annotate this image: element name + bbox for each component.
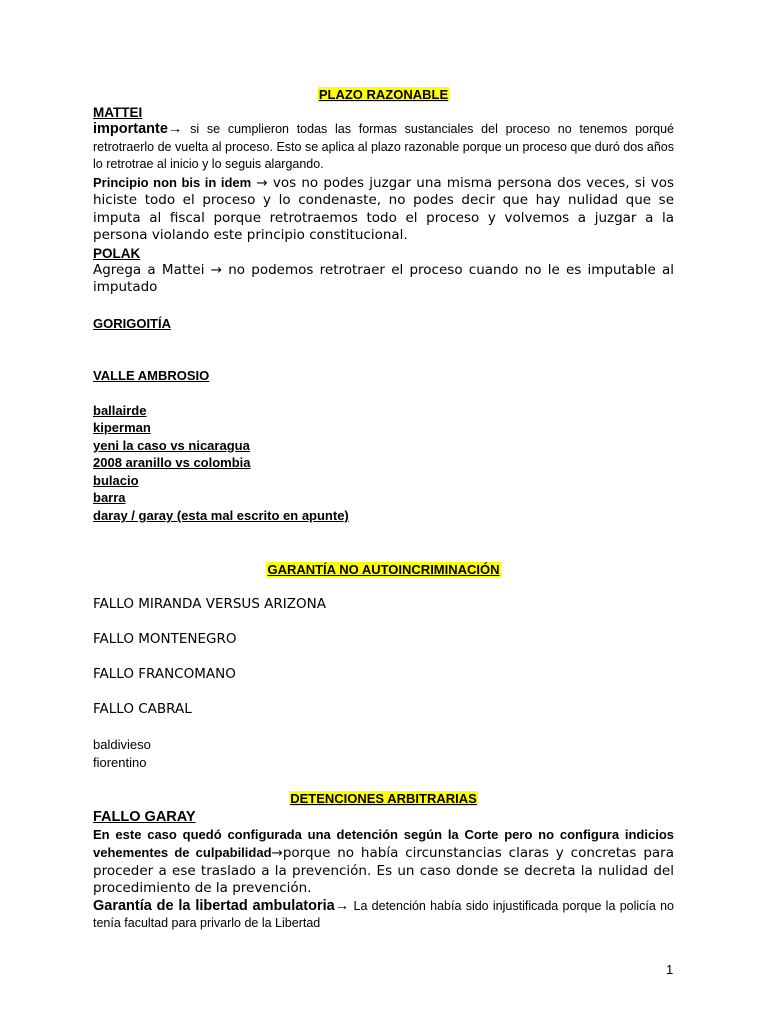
- section-title-wrap: [93, 561, 674, 579]
- text-libertad: La detención había sido injustificada porque la policía no tenía facultad para privarlo de la Libertad: [93, 898, 674, 931]
- heading-polak: POLAK: [93, 245, 141, 261]
- heading-mattei: MATTEI: [93, 105, 143, 120]
- section-title-wrap: [93, 790, 674, 808]
- case-item[interactable]: 2008 aranillo vs colombia: [93, 455, 251, 471]
- note-item: fiorentino: [93, 754, 147, 770]
- section-title-autoincriminacion: GARANTÍA NO AUTOINCRIMINACIÓN: [267, 561, 500, 577]
- document-page: [93, 86, 674, 933]
- lead-importante: importante→: [93, 121, 183, 137]
- section-title-detenciones: DETENCIONES ARBITRARIAS: [290, 790, 477, 806]
- case-item[interactable]: bulacio: [93, 472, 139, 488]
- case-item[interactable]: yeni la caso vs nicaragua: [93, 437, 250, 453]
- lead-non-bis-in-idem: Principio non bis in idem: [93, 174, 252, 190]
- fallo-item: FALLO MONTENEGRO: [93, 630, 237, 647]
- paragraph-importante: [93, 121, 674, 174]
- heading-gorigoitia: GORIGOITÍA: [93, 315, 171, 331]
- case-item[interactable]: daray / garay (esta mal escrito en apunte): [93, 508, 349, 524]
- paragraph-non-bis-in-idem: [93, 174, 674, 245]
- text-garay: →porque no había circunstancias claras y concretas para proceder a ese traslado a la prevención. Es un caso donde se decreta la nulidad del procedimiento de la prevención.: [93, 845, 674, 897]
- fallo-item: FALLO CABRAL: [93, 700, 192, 717]
- case-item[interactable]: kiperman: [93, 420, 151, 436]
- fallo-item: FALLO FRANCOMANO: [93, 665, 236, 682]
- fallo-item: FALLO MIRANDA VERSUS ARIZONA: [93, 595, 326, 612]
- heading-fallo-garay: FALLO GARAY: [93, 808, 196, 825]
- case-list: [93, 402, 674, 525]
- case-item[interactable]: barra: [93, 490, 126, 506]
- page-number: 1: [666, 962, 674, 977]
- lead-garay: En este caso quedó configurada una detención según la Corte pero no configura indicios vehementes de culpabilidad: [93, 826, 674, 861]
- paragraph-garay: [93, 826, 674, 898]
- text-non-bis-in-idem: → vos no podes juzgar una misma persona dos veces, si vos hiciste todo el proceso y lo condenaste, no podes decir que hay nulidad que se imputa al fiscal porque retrotraemos todo el proceso y volvemos a juzgar a la persona violando este principio constitucional.: [93, 174, 674, 243]
- lead-libertad: Garantía de la libertad ambulatoria→: [93, 897, 350, 914]
- paragraph-libertad: [93, 898, 674, 933]
- heading-valle-ambrosio: VALLE AMBROSIO: [93, 367, 210, 383]
- paragraph-polak: Agrega a Mattei → no podemos retrotraer el proceso cuando no le es imputable al imputado: [93, 261, 674, 295]
- section-title-plazo-razonable: PLAZO RAZONABLE: [318, 87, 449, 102]
- text-importante: si se cumplieron todas las formas sustanciales del proceso no tenemos porqué retrotraerlo de vuelta al proceso. Esto se aplica al plazo razonable porque un proceso que duró dos años lo retrotrae al inicio y lo seguis alargando.: [93, 122, 674, 171]
- case-item[interactable]: ballairde: [93, 402, 147, 418]
- note-item: baldivieso: [93, 736, 151, 752]
- section-title-wrap: [93, 86, 674, 104]
